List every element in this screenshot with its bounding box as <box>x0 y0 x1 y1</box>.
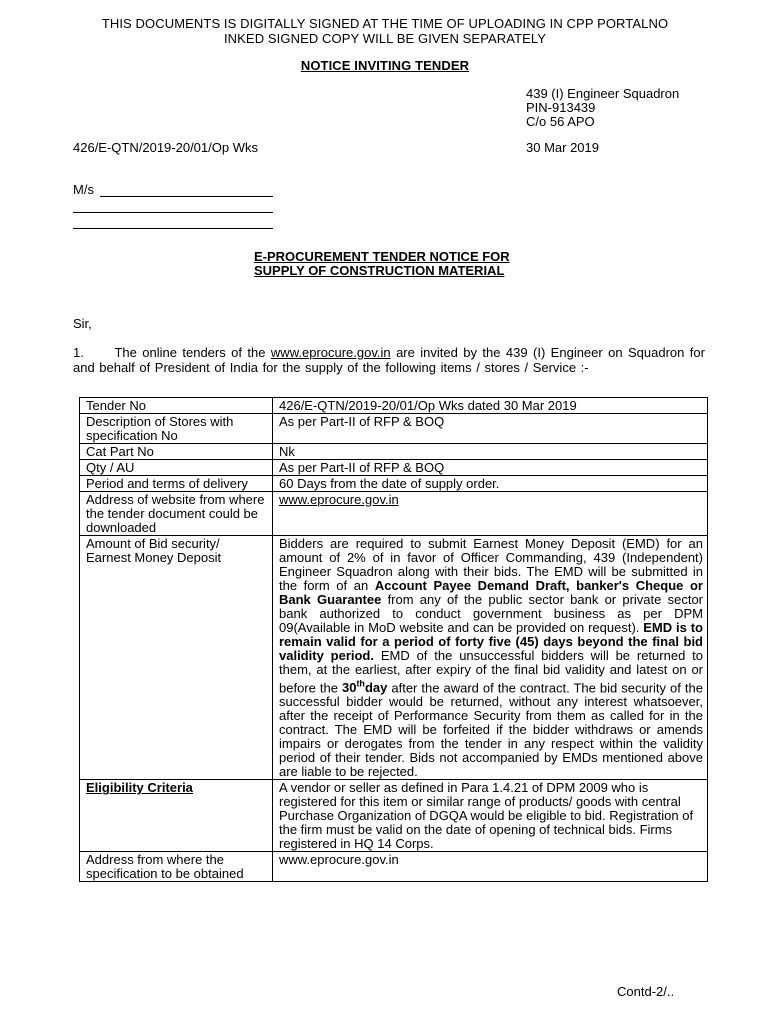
period-label: Period and terms of delivery <box>80 476 273 492</box>
emd-day-suffix: th <box>356 679 365 689</box>
eligibility-label: Eligibility Criteria <box>86 780 193 796</box>
eligibility-value: A vendor or seller as defined in Para 1.4.21 of DPM 2009 who is registered for this item or similar range of products/ goods with central Purchase Organization of DGQA would be eligible to bid. Registration of the firm must be valid on the date of opening of technical bids. Firms registered in HQ 14 Corps. <box>273 780 708 852</box>
salutation: Sir, <box>73 316 92 331</box>
table-row <box>80 398 708 414</box>
website-cell <box>273 492 708 536</box>
table-row <box>80 476 708 492</box>
eligibility-label-cell <box>80 780 273 852</box>
subject-line1: E-PROCUREMENT TENDER NOTICE FOR <box>254 249 510 264</box>
addressee-block <box>73 182 273 229</box>
sender-pin: PIN-913439 <box>526 100 596 115</box>
tender-details-table <box>79 397 708 882</box>
table-row <box>80 780 708 852</box>
tender-no-label: Tender No <box>80 398 273 414</box>
qty-label: Qty / AU <box>80 460 273 476</box>
letter-date: 30 Mar 2019 <box>526 140 599 155</box>
addressee-prefix: M/s <box>73 182 94 197</box>
description-value: As per Part-II of RFP & BOQ <box>273 414 708 444</box>
table-row <box>80 414 708 444</box>
specification-label: Address from where the specification to be obtained <box>80 852 273 882</box>
emd-validity-bold: EMD is to remain valid for a period of forty five (45) days beyond the final bid validity period. <box>279 620 703 663</box>
emd-label: Amount of Bid security/ Earnest Money Deposit <box>80 536 273 780</box>
sender-unit: 439 (I) Engineer Squadron <box>526 86 680 101</box>
continued-marker: Contd-2/.. <box>617 984 675 999</box>
emd-text: Bidders are required to submit Earnest Money Deposit (EMD) for an amount of 2% of in favor of Officer Commanding, 439 (Independent) Engineer Squadron along with their bids. The EMD will be submitted in the form of an <box>279 536 703 593</box>
description-label: Description of Stores with specification No <box>80 414 273 444</box>
table-row <box>80 852 708 882</box>
page-title: NOTICE INVITING TENDER <box>300 58 470 73</box>
paragraph-1 <box>73 345 705 375</box>
table-row <box>80 460 708 476</box>
qty-value: As per Part-II of RFP & BOQ <box>273 460 708 476</box>
emd-text: EMD of the unsuccessful bidders will be returned to them, at the earliest, after expiry of the final bid validity and latest on or before the <box>279 648 703 696</box>
paragraph-number: 1. <box>73 345 84 360</box>
address-blank-line <box>73 199 273 213</box>
emd-details <box>273 536 708 780</box>
table-row <box>80 492 708 536</box>
paragraph-text-continued: are invited by the 439 (I) Engineer on Squadron for and behalf of President of India for the supply of the following items / stores / Service :- <box>73 345 705 375</box>
table-row <box>80 444 708 460</box>
period-value: 60 Days from the date of supply order. <box>273 476 708 492</box>
cat-part-value: Nk <box>273 444 708 460</box>
website-link[interactable]: www.eprocure.gov.in <box>279 492 399 507</box>
specification-value: www.eprocure.gov.in <box>273 852 708 882</box>
table-row <box>80 536 708 780</box>
emd-text: after the award of the contract. The bid security of the successful bidder would be returned, without any interest whatsoever, after the receipt of Performance Security from them as called for in the contract. The EMD will be forfeited if the bidder withdraws or amends impairs or derogates from the tender in any respect within the validity period of their tender. Bids not accompanied by EMDs mentioned above are liable to be rejected. <box>279 680 703 780</box>
address-blank-line <box>73 215 273 229</box>
emd-day-number: 30 <box>341 680 357 696</box>
website-label: Address of website from where the tender document could be downloaded <box>80 492 273 536</box>
emd-day-word: day <box>364 680 388 696</box>
cat-part-label: Cat Part No <box>80 444 273 460</box>
emd-form-bold: Account Payee Demand Draft, banker's Cheque or Bank Guarantee <box>279 578 703 607</box>
digital-sign-notice-line2: INKED SIGNED COPY WILL BE GIVEN SEPARATELY <box>223 31 547 46</box>
tender-no-value: 426/E-QTN/2019-20/01/Op Wks dated 30 Mar 2019 <box>273 398 708 414</box>
sender-apo: C/o 56 APO <box>526 114 595 129</box>
paragraph-text: The online tenders of the <box>114 345 266 360</box>
subject-line2: SUPPLY OF CONSTRUCTION MATERIAL <box>254 263 505 278</box>
reference-number: 426/E-QTN/2019-20/01/Op Wks <box>73 140 258 155</box>
emd-text: from any of the public sector bank or private sector bank authorized to conduct government business as per DPM 09(Available in MoD website and can be provided on request). <box>279 592 704 635</box>
eprocure-link[interactable]: www.eprocure.gov.in <box>270 345 391 360</box>
digital-sign-notice-line1: THIS DOCUMENTS IS DIGITALLY SIGNED AT THE TIME OF UPLOADING IN CPP PORTALNO <box>101 16 669 31</box>
addressee-blank-line <box>100 184 273 197</box>
